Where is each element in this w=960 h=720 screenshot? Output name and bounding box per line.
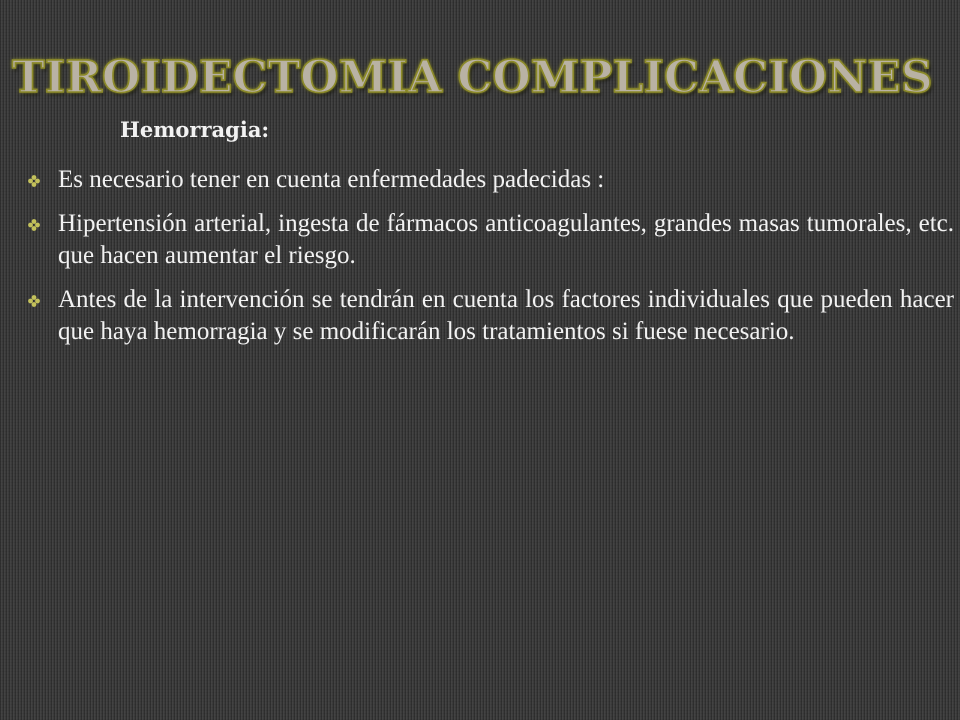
diamond-bullet-icon	[28, 175, 40, 187]
bullet-item	[32, 208, 954, 272]
bullet-item	[32, 284, 954, 348]
bullet-text: Hipertensión arterial, ingesta de fármacos anticoagulantes, grandes masas tumorales, etc. que hacen aumentar el riesgo.	[58, 210, 954, 269]
bullet-text: Antes de la intervención se tendrán en cuenta los factores individuales que pueden hacer que haya hemorragia y se modificarán los tratamientos si fuese necesario.	[58, 286, 954, 345]
bullet-text: Es necesario tener en cuenta enfermedades padecidas :	[58, 166, 605, 193]
slide-content	[32, 114, 954, 360]
slide-title: TIROIDECTOMIA COMPLICACIONES	[12, 52, 933, 103]
bullet-item	[32, 164, 954, 196]
diamond-bullet-icon	[28, 219, 40, 231]
diamond-bullet-icon	[28, 295, 40, 307]
bullet-list	[32, 164, 954, 348]
section-subheading: Hemorragia:	[120, 117, 270, 142]
